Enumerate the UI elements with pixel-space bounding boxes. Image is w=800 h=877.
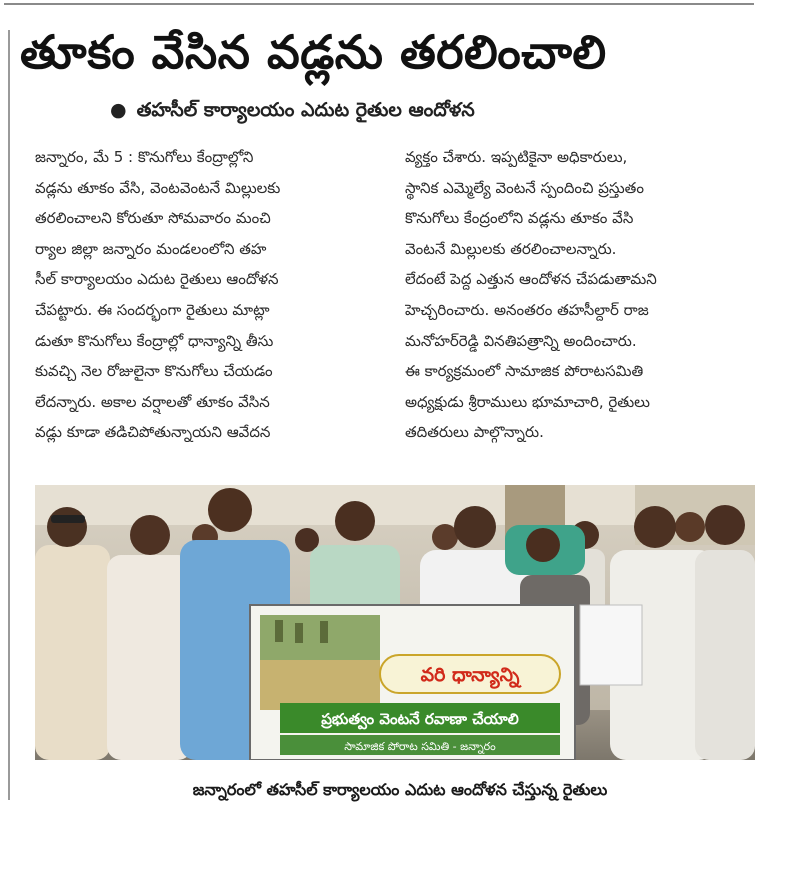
body-line: జన్నారం, మే 5 : కొనుగోలు కేంద్రాల్లోని [35, 148, 254, 166]
body-line: వెంటనే మిల్లులకు తరలించాలన్నారు. [405, 239, 617, 258]
banner-organization: సామాజిక పోరాట సమితి - జన్నారం [344, 740, 496, 753]
body-line: లేదన్నారు. అకాల వర్షాలతో తూకం వేసిన [35, 392, 270, 411]
left-column-rule [8, 30, 10, 800]
petition-paper [580, 605, 642, 685]
body-line: హెచ్చరించారు. అనంతరం తహసీల్దార్ రాజ [405, 300, 649, 319]
bullet-icon: ● [110, 99, 127, 121]
news-photo-illustration [35, 485, 755, 760]
body-line: వ్యక్తం చేశారు. ఇప్పటికైనా అధికారులు, [405, 148, 628, 166]
banner-slogan: ప్రభుత్వం వెంటనే రవాణా చేయాలి [321, 710, 519, 728]
banner-title: వరి ధాన్యాన్ని [420, 664, 520, 686]
body-line: అధ్యక్షుడు శ్రీరాములు భూమాచారి, రైతులు [405, 392, 650, 411]
article-column-left [35, 142, 387, 448]
body-line: ఈ కార్యక్రమంలో సామాజిక పోరాటసమితి [405, 362, 644, 381]
article-column-right [405, 142, 757, 448]
headline: తూకం వేసిన వడ్లను తరలించాలి [20, 25, 607, 79]
news-photo [35, 485, 755, 760]
body-line: కొనుగోలు కేంద్రంలోని వడ్లను తూకం వేసి [405, 209, 634, 228]
body-line: తరలించాలని కోరుతూ సోమవారం మంచి [35, 209, 271, 228]
body-line: మనోహర్‌రెడ్డి వినతిపత్రాన్ని అందించారు. [405, 331, 637, 350]
body-line: సీల్ కార్యాలయం ఎదుట రైతులు ఆందోళన [35, 270, 279, 289]
body-line: వడ్లు కూడా తడిచిపోతున్నాయని ఆవేదన [35, 423, 271, 442]
body-line: వడ్లను తూకం వేసి, వెంటవెంటనే మిల్లులకు [35, 178, 281, 197]
subheadline-text: తహసీల్ కార్యాలయం ఎదుట రైతుల ఆందోళన [136, 99, 475, 121]
body-line: కువచ్చి నెల రోజులైనా కొనుగోలు చేయడం [35, 362, 273, 381]
top-rule [4, 3, 754, 5]
body-line: తదితరులు పాల్గొన్నారు. [405, 423, 544, 442]
body-line: ర్యాల జిల్లా జన్నారం మండలంలోని తహ [35, 239, 267, 258]
protest-banner [250, 605, 575, 760]
body-line: డుతూ కొనుగోలు కేంద్రాల్లో ధాన్యాన్ని తీసు [35, 331, 274, 350]
body-line: లేదంటే పెద్ద ఎత్తున ఆందోళన చేపడుతామని [405, 270, 657, 289]
body-line: చేపట్టారు. ఈ సందర్భంగా రైతులు మాట్లా [35, 300, 270, 319]
subheadline [110, 92, 750, 128]
body-line: స్థానిక ఎమ్మెల్యే వెంటనే స్పందించి ప్రస్తుతం [405, 178, 644, 197]
photo-caption: జన్నారంలో తహసీల్ కార్యాలయం ఎదుట ఆందోళన చేస్తున్న రైతులు [192, 780, 608, 799]
